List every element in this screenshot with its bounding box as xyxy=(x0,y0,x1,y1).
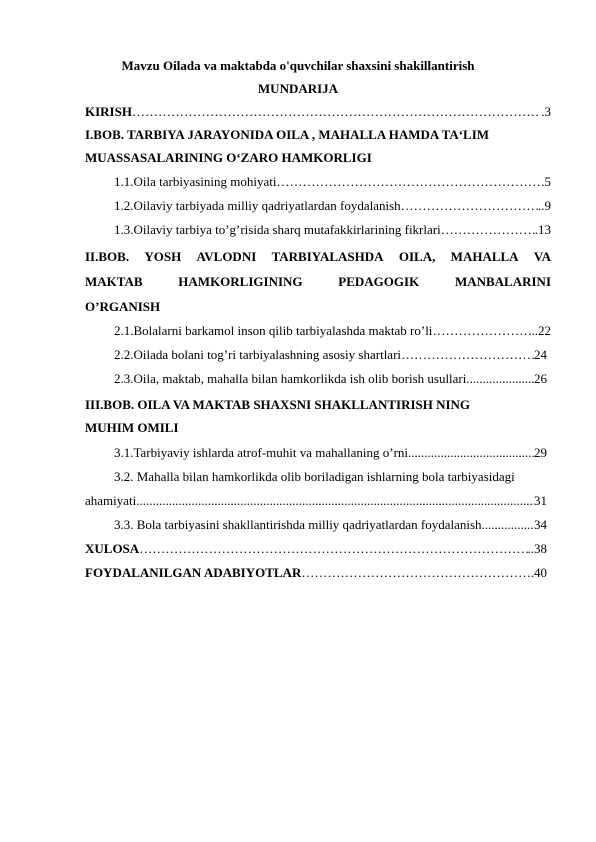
toc-entry-2-2[interactable] xyxy=(114,347,547,363)
dot-leader xyxy=(466,371,534,387)
toc-entry-3-2-line2[interactable] xyxy=(85,493,547,509)
word: MAKTAB xyxy=(85,274,143,289)
toc-page: ..9 xyxy=(538,198,551,213)
toc-page: .40 xyxy=(530,565,547,580)
chapter-2-title-line2[interactable] xyxy=(85,274,551,290)
topic-title: Mavzu Oilada va maktabda o'quvchilar shaxsini shakillantirish xyxy=(121,58,475,73)
toc-page: 24 xyxy=(534,347,547,362)
toc-label: 1.1.Oila tarbiyasining mohiyati xyxy=(114,174,277,189)
dot-leader xyxy=(408,445,534,461)
toc-page: ..38 xyxy=(527,541,547,556)
toc-label: KIRISH xyxy=(85,104,132,119)
toc-entry-1-2[interactable] xyxy=(114,198,551,214)
chapter-1-title-line1[interactable]: I.BOB. TARBIYA JARAYONIDA OILA , MAHALLA HAMDA TA‘LIM xyxy=(85,127,490,142)
dot-leader xyxy=(136,493,534,509)
toc-entry-1-1[interactable] xyxy=(114,174,551,190)
toc-entry-adabiyotlar[interactable] xyxy=(85,565,547,581)
word: II.BOB. xyxy=(85,249,130,264)
word: YOSH xyxy=(144,249,182,264)
toc-entry-3-3[interactable] xyxy=(114,517,547,533)
toc-label: 2.3.Oila, maktab, mahalla bilan hamkorlikda ish olib borish usullari xyxy=(114,371,467,386)
chapter-3-title-line1[interactable]: III.BOB. OILA VA MAKTAB SHAXSNI SHAKLLANTIRISH NING xyxy=(85,397,471,412)
toc-label: XULOSA xyxy=(85,541,140,556)
toc-entry-xulosa[interactable] xyxy=(85,541,547,557)
toc-entry-2-1[interactable] xyxy=(114,323,551,339)
word: AVLODNI xyxy=(196,249,257,264)
chapter-3-title-line2[interactable]: MUHIM OMILI xyxy=(85,420,179,435)
toc-page: 31 xyxy=(534,493,547,508)
toc-entry-3-1[interactable] xyxy=(114,445,547,461)
toc-label: ahamiyati xyxy=(85,493,137,508)
word: MAHALLA xyxy=(450,249,519,264)
dot-leader xyxy=(139,541,527,557)
chapter-1-title-line2[interactable]: MUASSASALARINING O‘ZARO HAMKORLIGI xyxy=(85,150,372,165)
toc-page: ..22 xyxy=(531,323,551,338)
word: OILA, xyxy=(398,249,436,264)
toc-page: 26 xyxy=(534,371,547,386)
word: PEDAGOGIK xyxy=(338,274,420,289)
toc-label: 1.2.Oilaviy tarbiyada milliy qadriyatlardan foydalanish xyxy=(114,198,401,213)
dot-leader xyxy=(482,517,534,533)
toc-page: 34 xyxy=(534,517,547,532)
word: HAMKORLIGINING xyxy=(178,274,303,289)
dot-leader xyxy=(276,174,541,190)
dot-leader xyxy=(401,347,534,363)
toc-entry-kirish[interactable] xyxy=(85,104,551,120)
dot-leader xyxy=(432,323,531,339)
word: TARBIYALASHDA xyxy=(271,249,384,264)
toc-label: 1.3.Oilaviy tarbiya to’g’risida sharq mutafakkirlarining fikrlari xyxy=(114,222,441,237)
toc-page: .3 xyxy=(541,104,551,119)
toc-page: .5 xyxy=(541,174,551,189)
chapter-2-title-line3[interactable]: O’RGANISH xyxy=(85,299,161,314)
chapter-2-title-line1[interactable] xyxy=(85,249,551,265)
toc-label: 2.1.Bolalarni barkamol inson qilib tarbiyalashda maktab ro’li xyxy=(114,323,433,338)
dot-leader xyxy=(441,222,535,238)
contents-heading: MUNDARIJA xyxy=(257,81,339,96)
toc-page: .13 xyxy=(534,222,551,237)
dot-leader xyxy=(301,565,530,581)
word: MANBALARINI xyxy=(454,274,551,289)
toc-entry-2-3[interactable] xyxy=(114,371,547,387)
toc-entry-3-2-line1[interactable]: 3.2. Mahalla bilan hamkorlikda olib boriladigan ishlarning bola tarbiyasidagi xyxy=(114,469,515,484)
toc-label: FOYDALANILGAN ADABIYOTLAR xyxy=(85,565,302,580)
dot-leader xyxy=(132,104,541,120)
toc-label: 3.3. Bola tarbiyasini shakllantirishda milliy qadriyatlardan foydalanish xyxy=(114,517,482,532)
toc-label: 2.2.Oilada bolani tog’ri tarbiyalashning asosiy shartlari xyxy=(114,347,402,362)
dot-leader xyxy=(401,198,538,214)
word: VA xyxy=(533,249,551,264)
toc-label: 3.1.Tarbiyaviy ishlarda atrof-muhit va mahallaning o’rni xyxy=(114,445,409,460)
toc-page: 29 xyxy=(534,445,547,460)
toc-entry-1-3[interactable] xyxy=(114,222,551,238)
